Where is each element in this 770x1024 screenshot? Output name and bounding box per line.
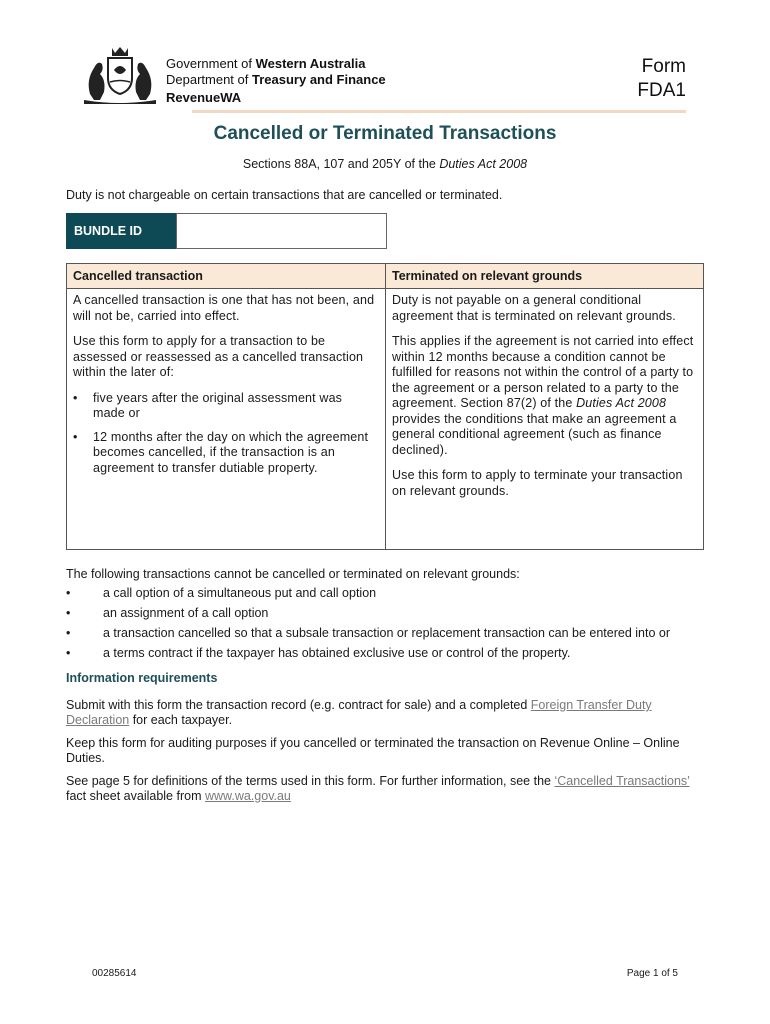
list-item: • five years after the original assessment was made or — [93, 391, 377, 422]
intro-text: Duty is not chargeable on certain transactions that are cancelled or terminated. — [66, 188, 503, 202]
org-line-government: Government of Western Australia — [166, 56, 366, 71]
terminated-header: Terminated on relevant grounds — [386, 264, 703, 289]
cancelled-header: Cancelled transaction — [67, 264, 385, 289]
foreign-transfer-duty-link[interactable]: Foreign Transfer Duty Declaration — [66, 698, 652, 727]
cancelled-transactions-link[interactable]: ‘Cancelled Transactions’ — [554, 774, 690, 788]
list-item: • a transaction cancelled so that a subsale transaction or replacement transaction can be entered into or — [66, 626, 706, 641]
list-item: • 12 months after the day on which the agreement becomes cancelled, if the transaction is an agreement to transfer dutiable property. — [93, 430, 377, 477]
cancelled-body — [67, 289, 385, 476]
form-label: Form — [641, 56, 686, 77]
header-divider — [192, 110, 686, 113]
wa-coat-of-arms-logo — [80, 44, 160, 106]
document-code: 00285614 — [92, 968, 137, 979]
form-number: FDA1 — [637, 80, 686, 101]
exclusions-lead: The following transactions cannot be cancelled or terminated on relevant grounds: — [66, 567, 520, 581]
bundle-id-label: BUNDLE ID — [66, 213, 176, 249]
list-item: • a terms contract if the taxpayer has obtained exclusive use or control of the property. — [66, 646, 706, 661]
org-line-department: Department of Treasury and Finance — [166, 72, 386, 87]
page-subtitle: Sections 88A, 107 and 205Y of the Duties Act 2008 — [242, 157, 528, 171]
exclusions-section — [66, 567, 706, 812]
transaction-types-table — [66, 263, 704, 550]
page-title: Cancelled or Terminated Transactions — [213, 123, 557, 144]
wa-gov-link[interactable]: www.wa.gov.au — [204, 789, 291, 803]
list-item: • an assignment of a call option — [66, 606, 706, 621]
terminated-definition: Duty is not payable on a general conditional agreement that is terminated on relevant grounds. — [392, 293, 676, 323]
cancelled-column — [67, 264, 385, 549]
bundle-id-field[interactable] — [176, 213, 387, 249]
terminated-usage: Use this form to apply to terminate your transaction on relevant grounds. — [392, 468, 683, 498]
keep-form-paragraph: Keep this form for auditing purposes if you cancelled or terminated the transaction on Revenue Online – Online Duties. — [66, 736, 680, 765]
cancelled-definition: A cancelled transaction is one that has not been, and will not be, carried into effect. — [73, 293, 375, 323]
cancelled-usage: Use this form to apply for a transaction to be assessed or reassessed as a cancelled transaction within the later of: — [73, 334, 364, 379]
terminated-conditions: This applies if the agreement is not carried into effect within 12 months because a condition cannot be fulfilled for reasons not within the control of a party to the agreement or a person related to a party to the agreement. Section 87(2) of the Duties Act 2008 provides the conditions that make an agreement a general conditional agreement (such as finance declined). — [392, 334, 694, 457]
list-item: • a call option of a simultaneous put and call option — [66, 586, 706, 601]
exclusions-list — [66, 586, 706, 661]
cancelled-conditions-list — [73, 391, 377, 477]
org-line-revenuewa: RevenueWA — [166, 90, 242, 105]
page-number: Page 1 of 5 — [626, 968, 678, 979]
submit-paragraph: Submit with this form the transaction record (e.g. contract for sale) and a completed Foreign Transfer Duty Declaration for each taxpayer. — [66, 698, 652, 727]
terminated-column — [385, 264, 703, 549]
information-requirements-heading: Information requirements — [66, 671, 218, 685]
terminated-body — [386, 289, 703, 499]
further-info-paragraph: See page 5 for definitions of the terms used in this form. For further information, see the ‘Cancelled Transactions’ fact sheet available from www.wa.gov.au — [66, 774, 690, 803]
